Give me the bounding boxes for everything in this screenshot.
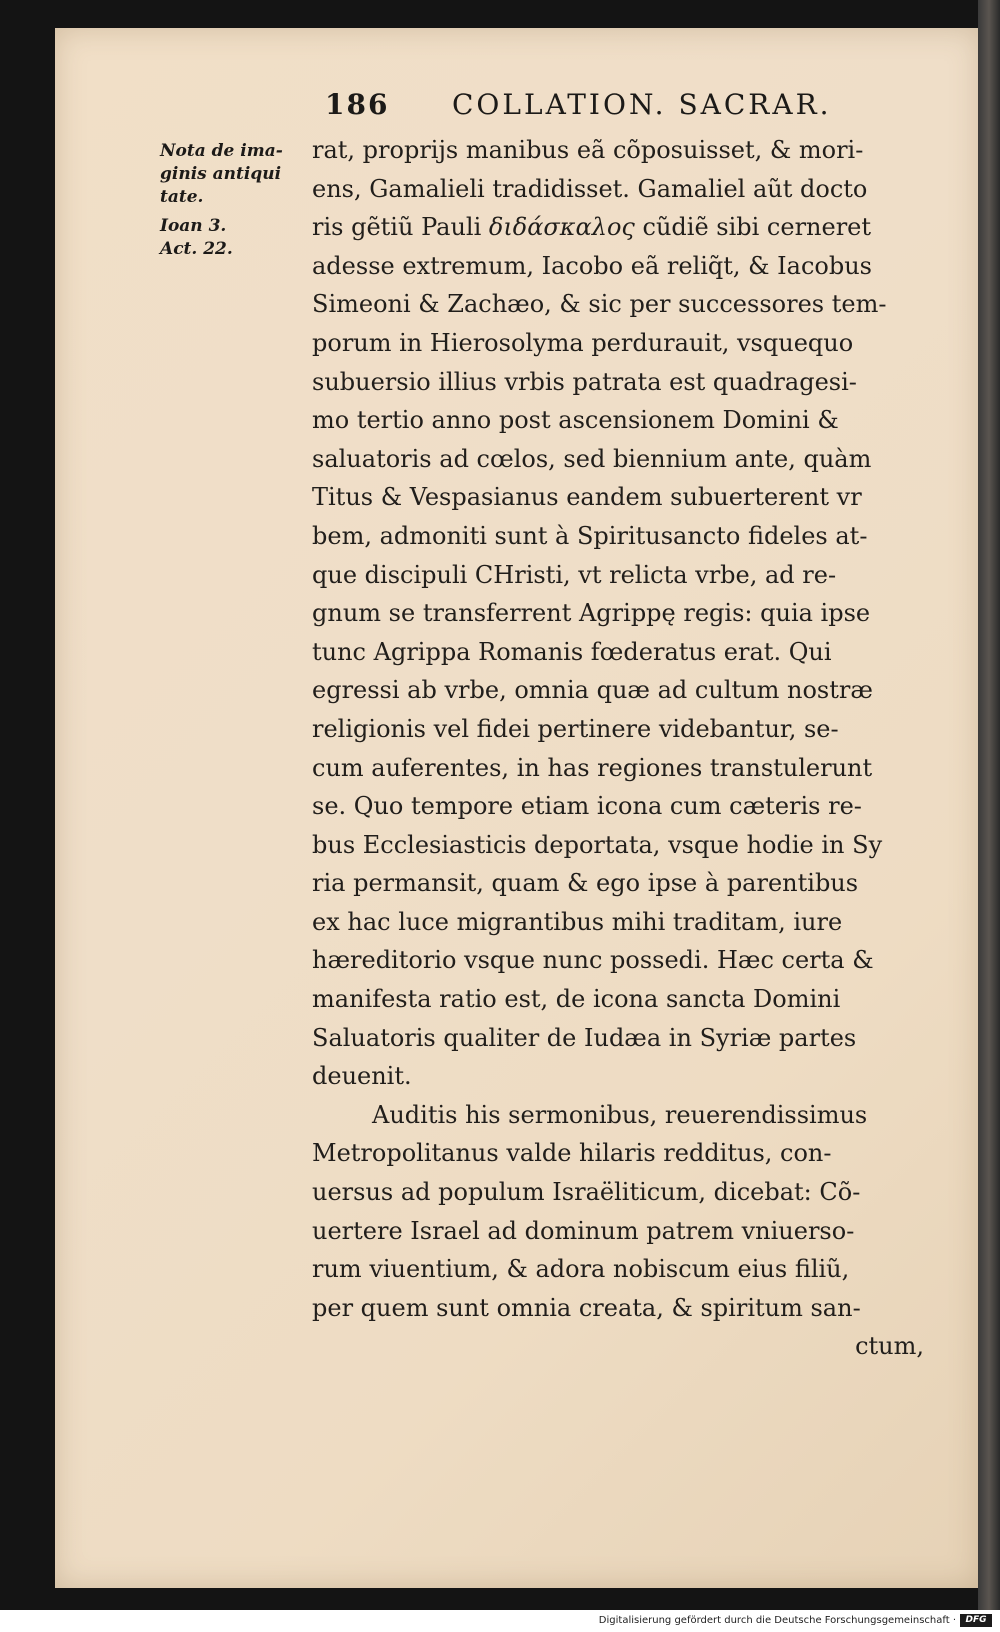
text-line: ens, Gamalieli tradidisset. Gamaliel aũt docto — [312, 174, 868, 203]
text-line: rum viuentium, & adora nobiscum eius filiũ, — [312, 1255, 850, 1284]
margin-note: ginis antiqui — [160, 164, 282, 184]
text-line: mo tertio anno post ascensionem Domini & — [312, 406, 839, 435]
text-segment: cũdiẽ sibi cerneret — [642, 213, 872, 242]
body-text — [312, 131, 932, 1366]
text-line: deuenit. — [312, 1062, 412, 1091]
text-line — [312, 208, 932, 247]
text-line: ria permansit, quam & ego ipse à parentibus — [312, 869, 859, 898]
dfg-logo: DFG — [960, 1614, 992, 1627]
greek-word: διδάσκαλος — [488, 213, 635, 242]
catchword-line: ctum, — [855, 1332, 924, 1361]
page-header — [325, 88, 905, 128]
text-line: Simeoni & Zachæo, & sic per successores tem- — [312, 290, 887, 319]
text-line: que discipuli CHristi, vt relicta vrbe, ad re- — [312, 560, 837, 589]
text-line: bus Ecclesiasticis deportata, vsque hodie in Sy — [312, 830, 883, 859]
text-segment: ris gẽtiũ Pauli — [312, 213, 482, 242]
margin-note: Nota de ima- — [160, 141, 283, 161]
text-line: Titus & Vespasianus eandem subuerterent vr — [312, 483, 862, 512]
text-line: adesse extremum, Iacobo eã reliq̃t, & Iacobus — [312, 251, 872, 280]
running-title: COLLATION. SACRAR. — [452, 88, 832, 121]
text-line: Saluatoris qualiter de Iudæa in Syriæ partes — [312, 1023, 857, 1052]
page-number: 186 — [325, 88, 390, 121]
text-line: subuersio illius vrbis patrata est quadragesi- — [312, 367, 857, 396]
text-line: Metropolitanus valde hilaris redditus, con- — [312, 1139, 832, 1168]
text-line: religionis vel fidei pertinere videbantur, se- — [312, 714, 839, 743]
margin-note: Act. 22. — [160, 239, 233, 259]
text-line: uersus ad populum Israëliticum, dicebat: Cõ- — [312, 1178, 861, 1207]
text-line: bem, admoniti sunt à Spiritusancto fideles at- — [312, 521, 868, 550]
text-line: manifesta ratio est, de icona sancta Domini — [312, 985, 841, 1014]
text-line: uertere Israel ad dominum patrem vniuerso- — [312, 1216, 855, 1245]
text-line: cum auferentes, in has regiones transtulerunt — [312, 753, 873, 782]
text-line: rat, proprijs manibus eã cõposuisset, & mori- — [312, 136, 864, 164]
margin-note: Ioan 3. — [160, 216, 227, 236]
funding-credit: Digitalisierung gefördert durch die Deutsche Forschungsgemeinschaft · — [598, 1615, 956, 1626]
text-line: egressi ab vrbe, omnia quæ ad cultum nostræ — [312, 676, 873, 705]
text-line: tunc Agrippa Romanis fœderatus erat. Qui — [312, 637, 832, 666]
text-line: gnum se transferrent Agrippę regis: quia ipse — [312, 599, 871, 628]
footer-bar — [0, 1610, 1000, 1632]
text-line: porum in Hierosolyma perdurauit, vsquequo — [312, 328, 854, 357]
text-line: Auditis his sermonibus, reuerendissimus — [372, 1100, 868, 1129]
text-line: ex hac luce migrantibus mihi traditam, iure — [312, 907, 843, 936]
binding-edge — [978, 0, 1000, 1610]
margin-notes — [160, 140, 310, 261]
text-line: saluatoris ad cœlos, sed biennium ante, quàm — [312, 444, 872, 473]
text-line: se. Quo tempore etiam icona cum cæteris re- — [312, 792, 862, 821]
margin-note: tate. — [160, 187, 204, 207]
text-line: hæreditorio vsque nunc possedi. Hæc certa & — [312, 946, 874, 975]
text-line: per quem sunt omnia creata, & spiritum san- — [312, 1293, 861, 1322]
